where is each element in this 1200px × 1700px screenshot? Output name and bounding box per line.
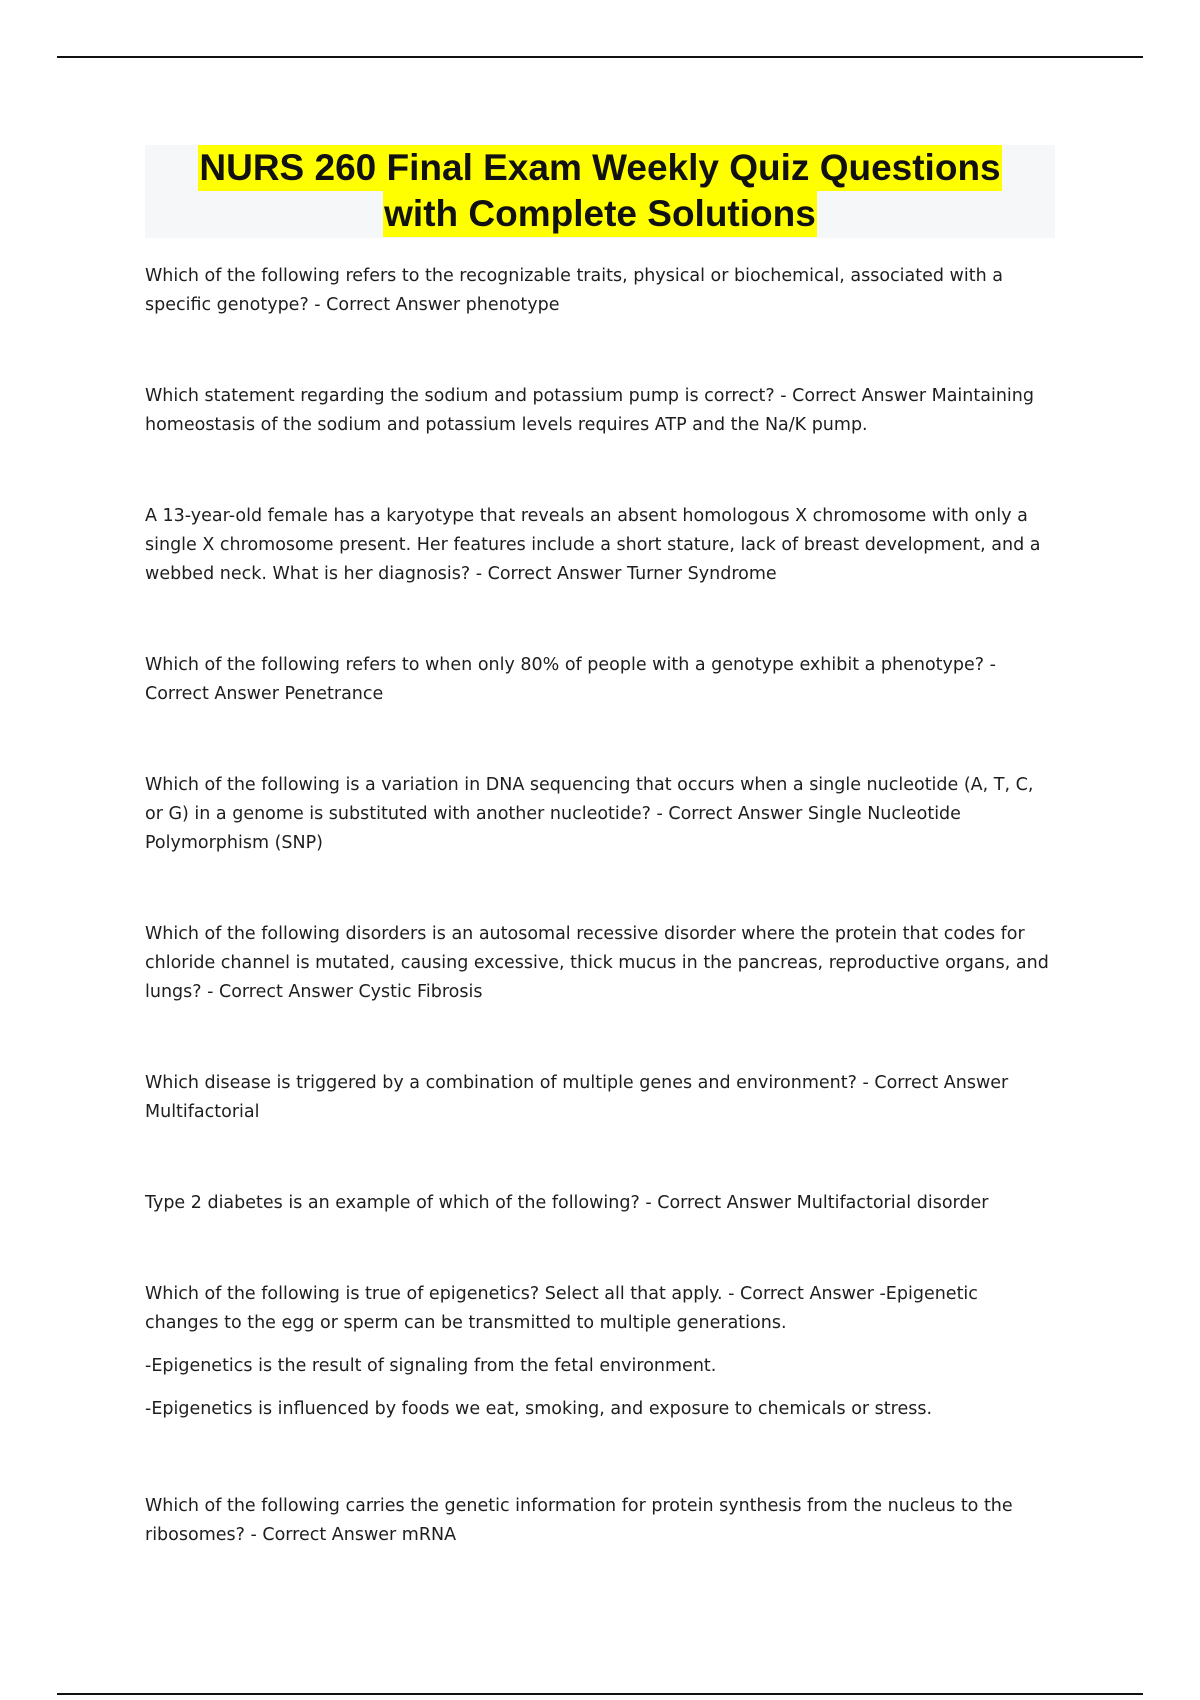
qa-item-1 [145, 262, 1055, 382]
qa-text: Which of the following is a variation in DNA sequencing that occurs when a single nucleotide (A, T, C, or G) in a genome is substituted with another nucleotide? - Correct Answer Single Nucleotide Polymorphism (SNP) [145, 775, 1034, 853]
qa-item-6 [145, 920, 1055, 1069]
qa-answer-continuation: -Epigenetics is influenced by foods we eat, smoking, and exposure to chemicals or stress. [145, 1399, 933, 1419]
qa-text: Type 2 diabetes is an example of which of the following? - Correct Answer Multifactorial disorder [145, 1193, 989, 1213]
qa-item-4 [145, 651, 1055, 771]
qa-item-2 [145, 382, 1055, 502]
qa-item-7 [145, 1069, 1055, 1189]
document-title-block [145, 145, 1055, 238]
qa-text: Which of the following carries the genetic information for protein synthesis from the nucleus to the ribosomes? - Correct Answer mRNA [145, 1496, 1013, 1545]
qa-answer-continuation: -Epigenetics is the result of signaling from the fetal environment. [145, 1356, 717, 1376]
qa-item-10 [145, 1492, 1055, 1552]
qa-text: Which of the following refers to when only 80% of people with a genotype exhibit a phenotype? - Correct Answer Penetrance [145, 655, 996, 704]
qa-text: Which of the following disorders is an autosomal recessive disorder where the protein that codes for chloride channel is mutated, causing excessive, thick mucus in the pancreas, reproductive organs, and lungs? - Correct Answer Cystic Fibrosis [145, 924, 1049, 1002]
bottom-rule [57, 1693, 1143, 1695]
qa-text: A 13-year-old female has a karyotype that reveals an absent homologous X chromosome with only a single X chromosome present. Her features include a short stature, lack of breast development, and a webbed neck. What is her diagnosis? - Correct Answer Turner Syndrome [145, 506, 1041, 584]
qa-item-3 [145, 502, 1055, 651]
qa-item-5 [145, 771, 1055, 920]
qa-text: Which of the following is true of epigenetics? Select all that apply. - Correct Answer -Epigenetic changes to the egg or sperm can be transmitted to multiple generations. [145, 1284, 978, 1333]
qa-text: Which disease is triggered by a combination of multiple genes and environment? - Correct Answer Multifactorial [145, 1073, 1009, 1122]
top-rule [57, 56, 1143, 58]
document-title-line-1: NURS 260 Final Exam Weekly Quiz Questions [198, 145, 1001, 191]
qa-item-8 [145, 1189, 1055, 1280]
qa-text: Which of the following refers to the recognizable traits, physical or biochemical, associated with a specific genotype? - Correct Answer phenotype [145, 266, 1003, 315]
qa-item-9 [145, 1280, 1055, 1492]
question-answer-list [145, 262, 1055, 1552]
document-title-line-2: with Complete Solutions [383, 191, 817, 237]
qa-text: Which statement regarding the sodium and potassium pump is correct? - Correct Answer Maintaining homeostasis of the sodium and potassium levels requires ATP and the Na/K pump. [145, 386, 1034, 435]
